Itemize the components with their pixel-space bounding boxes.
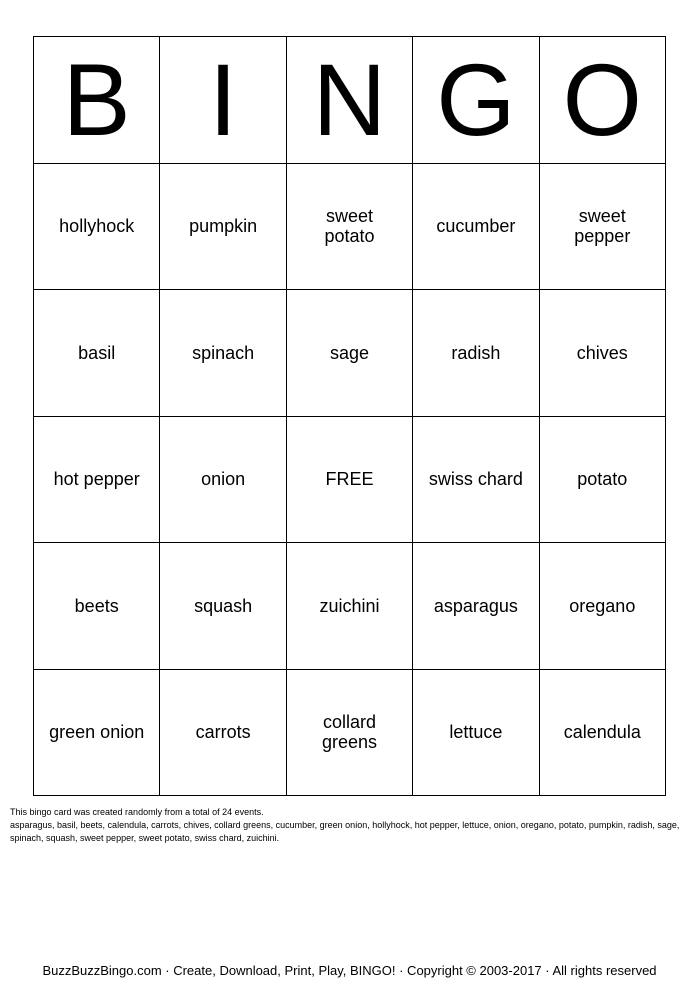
bingo-cell xyxy=(160,290,286,417)
bingo-cell xyxy=(540,164,666,291)
bingo-cell xyxy=(413,164,539,291)
bingo-cell xyxy=(540,290,666,417)
bingo-cell xyxy=(413,417,539,544)
bingo-cell xyxy=(34,290,160,417)
footnote-intro: This bingo card was created randomly from a total of 24 events. xyxy=(10,807,264,817)
cell-text: lettuce xyxy=(449,722,503,743)
bingo-card xyxy=(33,36,666,796)
bingo-cell xyxy=(413,290,539,417)
cell-text: collard greens xyxy=(321,712,377,753)
card-footnote xyxy=(10,806,692,845)
bingo-cell xyxy=(34,543,160,670)
bingo-cell xyxy=(34,164,160,291)
cell-text: onion xyxy=(201,469,246,490)
free-space-cell xyxy=(287,417,413,544)
cell-text: swiss chard xyxy=(428,469,523,490)
header-letter-o: O xyxy=(540,37,666,164)
bingo-cell xyxy=(34,670,160,797)
cell-text: green onion xyxy=(49,722,145,743)
bingo-cell xyxy=(160,417,286,544)
bingo-cell xyxy=(287,543,413,670)
bingo-cell xyxy=(540,543,666,670)
header-letter-n: N xyxy=(287,37,413,164)
bingo-cell xyxy=(540,417,666,544)
bingo-cell xyxy=(160,670,286,797)
cell-text: squash xyxy=(194,595,253,616)
cell-text: basil xyxy=(78,342,116,363)
cell-text: potato xyxy=(577,469,628,490)
cell-text: beets xyxy=(74,595,119,616)
bingo-cell xyxy=(287,164,413,291)
cell-text: radish xyxy=(451,342,501,363)
bingo-cell xyxy=(160,543,286,670)
cell-text: cucumber xyxy=(436,216,516,237)
bingo-cell xyxy=(287,290,413,417)
bingo-cell xyxy=(540,670,666,797)
cell-text: hot pepper xyxy=(53,469,140,490)
cell-text: zuichini xyxy=(319,595,380,616)
cell-text: sweet pepper xyxy=(574,206,631,247)
bingo-cell xyxy=(413,670,539,797)
cell-text: spinach xyxy=(192,342,255,363)
cell-text: sage xyxy=(329,342,370,363)
header-letter-g: G xyxy=(413,37,539,164)
header-letter-i: I xyxy=(160,37,286,164)
footnote-events-list: asparagus, basil, beets, calendula, carrots, chives, collard greens, cucumber, green onion, hollyhock, hot pepper, lettuce, onion, oregano, potato, pumpkin, radish, sage, spinach, squash, sweet pepper, sweet potato, swiss chard, zuichini. xyxy=(10,820,680,843)
bingo-cell xyxy=(287,670,413,797)
bingo-cell xyxy=(34,417,160,544)
cell-text: oregano xyxy=(569,595,636,616)
bingo-cell xyxy=(413,543,539,670)
cell-text: FREE xyxy=(325,469,374,490)
site-footer: BuzzBuzzBingo.com · Create, Download, Print, Play, BINGO! · Copyright © 2003-2017 · All rights reserved xyxy=(42,963,657,978)
cell-text: asparagus xyxy=(433,595,518,616)
header-letter-b: B xyxy=(34,37,160,164)
cell-text: pumpkin xyxy=(189,216,258,237)
cell-text: sweet potato xyxy=(324,206,375,247)
cell-text: carrots xyxy=(195,722,251,743)
cell-text: chives xyxy=(576,342,628,363)
cell-text: hollyhock xyxy=(59,216,135,237)
cell-text: calendula xyxy=(563,722,641,743)
bingo-cell xyxy=(160,164,286,291)
